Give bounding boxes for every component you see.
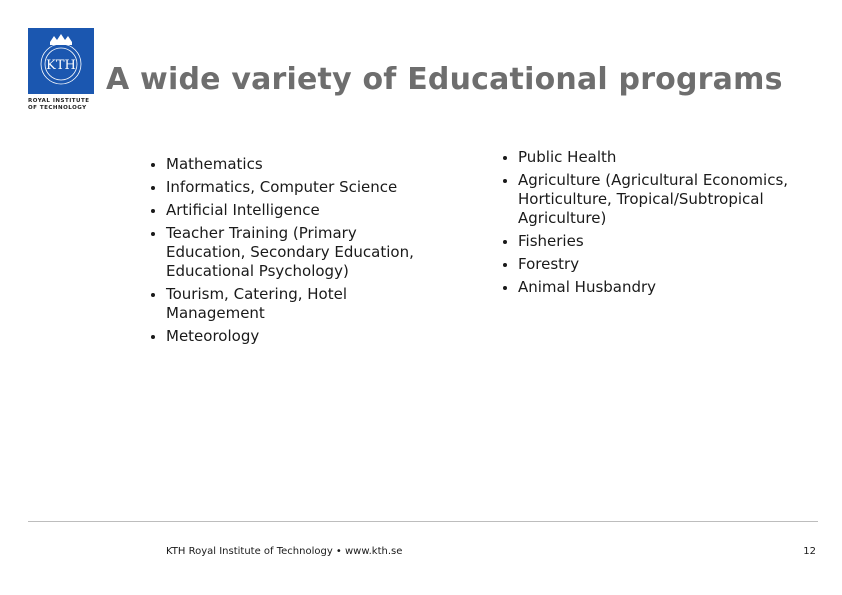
left-program-list (148, 155, 438, 350)
list-item: Tourism, Catering, Hotel Management (148, 285, 438, 323)
list-item: Fisheries (500, 232, 800, 251)
logo-caption-line1: ROYAL INSTITUTE (28, 98, 90, 104)
list-item: Animal Husbandry (500, 278, 800, 297)
kth-crest-icon (28, 28, 94, 94)
logo-mark: KTH (46, 58, 76, 73)
list-item: Mathematics (148, 155, 438, 174)
list-item: Public Health (500, 148, 800, 167)
list-item: Artificial Intelligence (148, 201, 438, 220)
footer-divider (28, 521, 818, 522)
right-program-list (500, 148, 800, 301)
list-item: Teacher Training (Primary Education, Secondary Education, Educational Psychology) (148, 224, 438, 281)
logo-caption (28, 98, 98, 112)
page-number: 12 (803, 546, 816, 557)
kth-logo (28, 28, 94, 94)
logo-caption-line2: OF TECHNOLOGY (28, 105, 87, 111)
footer-text: KTH Royal Institute of Technology • www.kth.se (166, 546, 403, 557)
list-item: Agriculture (Agricultural Economics, Horticulture, Tropical/Subtropical Agriculture) (500, 171, 800, 228)
slide-title: A wide variety of Educational programs (106, 62, 783, 97)
list-item: Informatics, Computer Science (148, 178, 438, 197)
list-item: Forestry (500, 255, 800, 274)
list-item: Meteorology (148, 327, 438, 346)
